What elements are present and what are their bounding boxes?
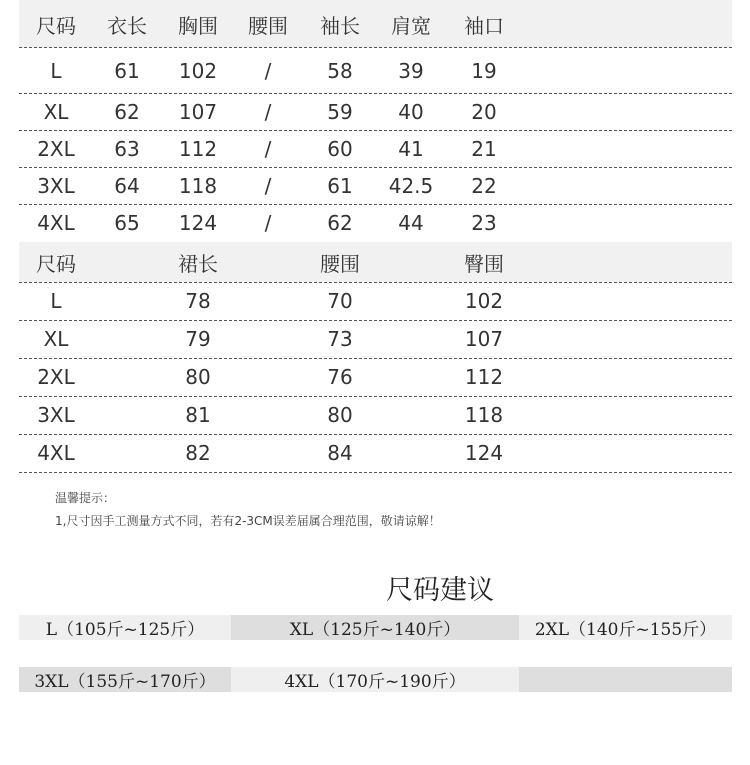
value-cell: 23 — [471, 211, 497, 235]
tips-line: 1,尺寸因手工测量方式不同，若有2-3CM误差届属合理范围，敬请谅解！ — [55, 514, 441, 528]
row-divider — [19, 472, 732, 473]
value-cell: 80 — [185, 365, 211, 389]
value-cell: 76 — [327, 365, 353, 389]
value-cell: / — [264, 136, 272, 161]
table-row — [19, 167, 732, 204]
value-cell: 79 — [185, 327, 211, 351]
value-cell: / — [264, 99, 272, 124]
table-row — [19, 130, 732, 167]
value-cell: 73 — [327, 327, 353, 351]
value-cell: 62 — [114, 99, 140, 124]
value-cell: 41 — [398, 136, 424, 161]
size-cell: 2XL — [37, 136, 75, 161]
value-cell: 39 — [398, 58, 424, 83]
value-cell: 22 — [471, 173, 497, 198]
size-cell: L — [50, 289, 62, 313]
size-cell: XL — [43, 327, 69, 351]
table-row — [19, 434, 732, 472]
suggestion-item-xl: XL（125斤~140斤） — [231, 615, 519, 640]
value-cell: 107 — [464, 327, 504, 351]
suggestion-item-l: L（105斤~125斤） — [19, 615, 231, 640]
size-suggestion-title: 尺码建议 — [386, 575, 494, 606]
value-cell: 112 — [464, 365, 504, 389]
table-row — [19, 93, 732, 130]
size-cell: 2XL — [37, 365, 75, 389]
suggestion-item-empty — [519, 667, 732, 692]
value-cell: 118 — [178, 173, 218, 198]
header-cell-waist: 腰围 — [320, 251, 360, 276]
top-size-table — [19, 0, 732, 242]
size-cell: L — [50, 58, 62, 83]
value-cell: 62 — [327, 211, 353, 235]
header-cell-length: 衣长 — [107, 13, 147, 38]
header-cell-size: 尺码 — [36, 13, 76, 38]
value-cell: 112 — [178, 136, 218, 161]
table-row — [19, 48, 732, 93]
value-cell: 40 — [398, 99, 424, 124]
value-cell: / — [264, 211, 272, 235]
value-cell: 19 — [471, 58, 497, 83]
size-cell: XL — [43, 99, 69, 124]
value-cell: 70 — [327, 289, 353, 313]
bottom-size-table — [19, 242, 732, 473]
value-cell: 63 — [114, 136, 140, 161]
value-cell: 102 — [464, 289, 504, 313]
value-cell: 60 — [327, 136, 353, 161]
value-cell: 59 — [327, 99, 353, 124]
header-cell-waist: 腰围 — [248, 13, 288, 38]
value-cell: 82 — [185, 441, 211, 465]
value-cell: 80 — [327, 403, 353, 427]
table-row — [19, 358, 732, 396]
value-cell: / — [264, 173, 272, 198]
value-cell: 61 — [114, 58, 140, 83]
table-row — [19, 396, 732, 434]
value-cell: 124 — [464, 441, 504, 465]
header-cell-chest: 胸围 — [178, 13, 218, 38]
value-cell: 118 — [464, 403, 504, 427]
header-cell-sleeve: 袖长 — [320, 13, 360, 38]
value-cell: 78 — [185, 289, 211, 313]
header-cell-shoulder: 肩宽 — [391, 13, 431, 38]
suggestion-item-2xl: 2XL（140斤~155斤） — [519, 615, 732, 640]
header-cell-cuff: 袖口 — [464, 13, 504, 38]
bottom-table-header-row — [19, 242, 732, 282]
header-cell-hip: 臀围 — [464, 251, 504, 276]
value-cell: 21 — [471, 136, 497, 161]
value-cell: 42.5 — [388, 173, 434, 198]
value-cell: 64 — [114, 173, 140, 198]
value-cell: 58 — [327, 58, 353, 83]
table-row — [19, 320, 732, 358]
table-row — [19, 282, 732, 320]
value-cell: 61 — [327, 173, 353, 198]
value-cell: 124 — [178, 211, 218, 235]
size-cell: 3XL — [37, 173, 75, 198]
value-cell: 81 — [185, 403, 211, 427]
value-cell: 44 — [398, 211, 424, 235]
table-row — [19, 204, 732, 242]
value-cell: 84 — [327, 441, 353, 465]
size-cell: 4XL — [37, 211, 75, 235]
value-cell: 107 — [178, 99, 218, 124]
suggestion-item-4xl: 4XL（170斤~190斤） — [231, 667, 519, 692]
value-cell: / — [264, 58, 272, 83]
size-cell: 3XL — [37, 403, 75, 427]
suggestion-item-3xl: 3XL（155斤~170斤） — [19, 667, 231, 692]
header-cell-skirt-length: 裙长 — [178, 251, 218, 276]
value-cell: 65 — [114, 211, 140, 235]
size-cell: 4XL — [37, 441, 75, 465]
tips-title: 温馨提示： — [55, 491, 116, 505]
value-cell: 102 — [178, 58, 218, 83]
top-table-header-row — [19, 0, 732, 48]
value-cell: 20 — [471, 99, 497, 124]
header-cell-size: 尺码 — [36, 251, 76, 276]
